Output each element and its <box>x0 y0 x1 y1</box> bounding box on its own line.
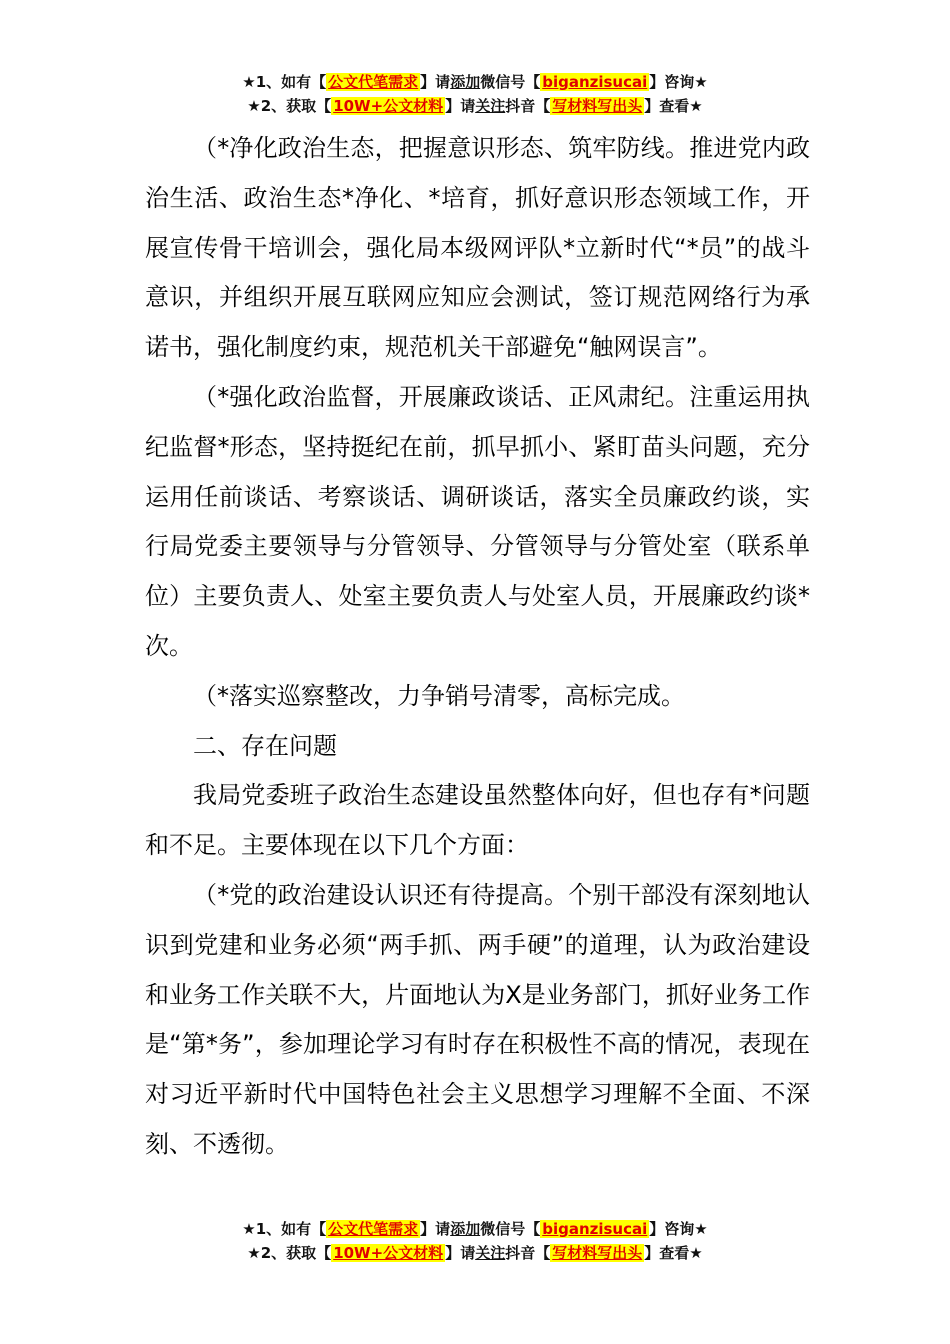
banner-text: ★1、如有【 <box>242 1220 327 1238</box>
banner-text: 抖音【 <box>505 1244 551 1262</box>
banner-highlight: biganzisucai <box>542 1220 648 1238</box>
banner-text: 】请 <box>445 1244 476 1262</box>
banner-text: ★2、获取【 <box>247 1244 332 1262</box>
paragraph: （*党的政治建设认识还有待提高。个别干部没有深刻地认识到党建和业务必须“两手抓、两手硬”的道理，认为政治建设和业务工作关联不大，片面地认为X是业务部门，抓好业务工作是“第*务”，参加理论学习有时存在积极性不高的情况，表现在对习近平新时代中国特色社会主义思想学习理解不全面、不深刻、不透彻。 <box>145 880 810 1158</box>
banner-highlight: 公文代笔需求 <box>328 73 419 91</box>
document-body <box>145 124 810 1170</box>
section-heading: 二、存在问题 <box>193 731 337 760</box>
paragraph: （*强化政治监督，开展廉政谈话、正风肃纪。注重运用执纪监督*形态，坚持挺纪在前，抓早抓小、紧盯苗头问题，充分运用任前谈话、考察谈话、调研谈话，落实全员廉政约谈，实行局党委主要领导与分管领导、分管领导与分管处室（联系单位）主要负责人、处室主要负责人与处室人员，开展廉政约谈*次。 <box>145 382 810 660</box>
banner-highlight: 10W+公文材料 <box>333 97 444 115</box>
banner-text: 】咨询★ <box>649 1220 708 1238</box>
footer-banner <box>0 1217 950 1265</box>
banner-text: ★2、获取【 <box>247 97 332 115</box>
banner-highlight: 写材料写出头 <box>552 1244 643 1262</box>
banner-text: 】请 <box>420 73 451 91</box>
banner-text: 】请 <box>445 97 476 115</box>
banner-text: 】咨询★ <box>649 73 708 91</box>
paragraph: （*净化政治生态，把握意识形态、筑牢防线。推进党内政治生活、政治生态*净化、*培育，抓好意识形态领域工作，开展宣传骨干培训会，强化局本级网评队*立新时代“*员”的战斗意识，并组织开展互联网应知应会测试，签订规范网络行为承诺书，强化制度约束，规范机关干部避免“触网误言”。 <box>145 134 810 362</box>
banner-underline: 关注 <box>475 97 506 115</box>
banner-underline: 添加 <box>450 1220 481 1238</box>
banner-text: 抖音【 <box>505 97 551 115</box>
banner-underline: 添加 <box>450 73 481 91</box>
paragraph: 我局党委班子政治生态建设虽然整体向好，但也存有*问题和不足。主要体现在以下几个方面： <box>145 781 810 860</box>
header-banner <box>0 70 950 118</box>
banner-text: 】查看★ <box>644 97 703 115</box>
banner-text: 】请 <box>420 1220 451 1238</box>
banner-highlight: 写材料写出头 <box>552 97 643 115</box>
banner-highlight: 10W+公文材料 <box>333 1244 444 1262</box>
banner-highlight: 公文代笔需求 <box>328 1220 419 1238</box>
banner-text: ★1、如有【 <box>242 73 327 91</box>
banner-text: 微信号【 <box>480 1220 541 1238</box>
banner-text: 】查看★ <box>644 1244 703 1262</box>
banner-line-2 <box>0 1241 950 1265</box>
banner-line-1 <box>0 70 950 94</box>
banner-line-1 <box>0 1217 950 1241</box>
banner-underline: 关注 <box>475 1244 506 1262</box>
banner-text: 微信号【 <box>480 73 541 91</box>
banner-line-2 <box>0 94 950 118</box>
banner-highlight: biganzisucai <box>542 73 648 91</box>
paragraph: （*落实巡察整改，力争销号清零，高标完成。 <box>193 681 685 710</box>
